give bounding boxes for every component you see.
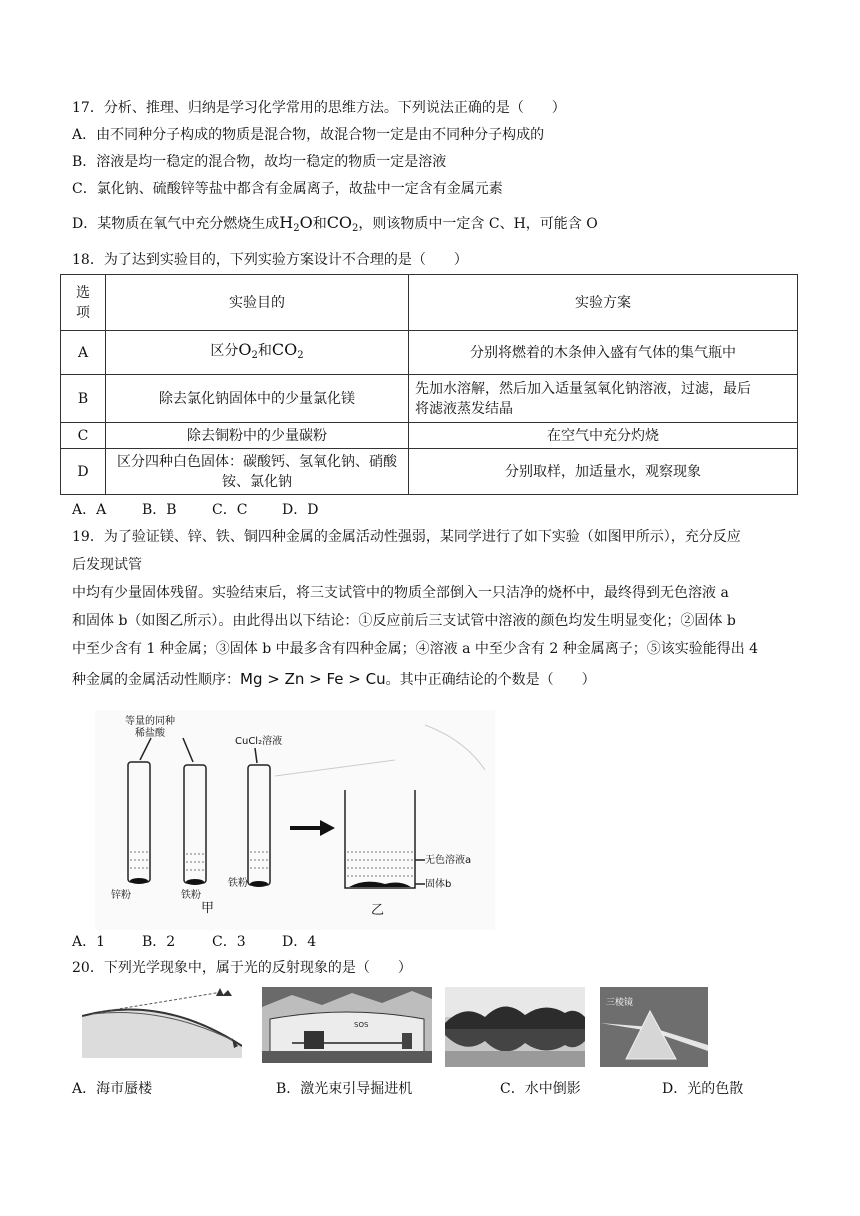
q19-line-6: 种金属的金属活动性顺序：Mg > Zn > Fe > Cu。其中正确结论的个数是（ ） [72, 670, 596, 688]
row-plan: 先加水溶解，然后加入适量氢氧化钠溶液，过滤，最后 将滤液蒸发结晶 [409, 375, 798, 423]
q17-option-b: B．溶液是均一稳定的混合物，故均一稳定的物质一定是溶液 [72, 154, 447, 170]
q17-stem: 17．分析、推理、归纳是学习化学常用的思维方法。下列说法正确的是（ ） [72, 100, 566, 116]
row-purpose: 除去铜粉中的少量碳粉 [106, 423, 409, 449]
formula-h2o: $H_2O$ [279, 213, 313, 234]
image-prism [600, 987, 708, 1067]
q19-experiment-figure [95, 710, 495, 930]
q18-stem: 18．为了达到实验目的，下列实验方案设计不合理的是（ ） [72, 252, 468, 268]
q18-table [60, 274, 798, 495]
row-plan: 分别取样，加适量水，观察现象 [409, 449, 798, 495]
label-iron-1: 铁粉 [181, 890, 201, 901]
zinc-powder [130, 878, 148, 884]
label-zinc: 锌粉 [111, 890, 131, 901]
row-option: D [61, 449, 106, 495]
label-jia: 甲 [201, 901, 215, 916]
q20-choice-a: A．海市蜃楼 [72, 1081, 153, 1097]
row-plan: 在空气中充分灼烧 [409, 423, 798, 449]
q19-line-1: 19．为了验证镁、锌、铁、铜四种金属的金属活动性强弱，某同学进行了如下实验（如图甲所示），充分反应 [72, 529, 741, 545]
q17-d-text: D．某物质在氧气中充分燃烧生成 [72, 216, 280, 232]
table-row [61, 375, 798, 423]
label-cucl2: CuCl₂溶液 [235, 736, 283, 747]
table-row [61, 423, 798, 449]
row-option: A [61, 331, 106, 375]
row-option: B [61, 375, 106, 423]
row-purpose: 除去氯化钠固体中的少量氯化镁 [106, 375, 409, 423]
q19-line-5: 中至少含有 1 种金属；③固体 b 中最多含有四种金属；④溶液 a 中至少含有 2 种金属离子；⑤该实验能得出 4 [72, 641, 759, 657]
q20-choice-d: D．光的色散 [662, 1081, 744, 1097]
header-purpose: 实验目的 [106, 275, 409, 331]
label-solution-a: 无色溶液a [425, 855, 472, 866]
svg-text:SOS: SOS [354, 1021, 369, 1029]
q19-line-4: 和固体 b（如图乙所示）。由此得出以下结论：①反应前后三支试管中溶液的颜色均发生明显变化；②固体 b [72, 613, 736, 629]
label-acid-2: 稀盐酸 [135, 728, 165, 739]
table-header-row [61, 275, 798, 331]
label-solid-b: 固体b [425, 879, 452, 890]
table-row [61, 449, 798, 495]
iron-powder-1 [186, 879, 204, 885]
header-plan: 实验方案 [409, 275, 798, 331]
q19-line-3: 中均有少量固体残留。实验结束后，将三支试管中的物质全部倒入一只洁净的烧杯中，最终得到无色溶液 a [72, 585, 729, 601]
image-mirage [82, 988, 242, 1058]
q20-choice-c: C．水中倒影 [500, 1081, 581, 1097]
svg-text:三棱镜: 三棱镜 [606, 998, 634, 1008]
q17-option-a: A．由不同种分子构成的物质是混合物，故混合物一定是由不同种分子构成的 [72, 127, 545, 143]
q19-choices: A．1 B．2 C．3 D．4 [72, 934, 317, 950]
q20-stem: 20．下列光学现象中，属于光的反射现象的是（ ） [72, 960, 412, 976]
formula-co2: $CO_2$ [326, 213, 359, 234]
row-purpose: 区分四种白色固体：碳酸钙、氢氧化钠、硝酸 铵、氯化钠 [106, 449, 409, 495]
activity-order-formula: Mg > Zn > Fe > Cu [240, 670, 386, 688]
q17-option-c: C．氯化钠、硫酸锌等盐中都含有金属离子，故盐中一定含有金属元素 [72, 181, 503, 197]
header-option: 选 项 [61, 275, 106, 331]
image-water-reflection [445, 987, 585, 1067]
q20-choice-b: B．激光束引导掘进机 [276, 1081, 413, 1097]
iron-powder-2 [250, 881, 268, 887]
row-plan: 分别将燃着的木条伸入盛有气体的集气瓶中 [409, 331, 798, 375]
q19-line-2: 后发现试管 [72, 557, 142, 573]
table-row [61, 331, 798, 375]
q17-option-d: D．某物质在氧气中充分燃烧生成$H_2O$和$CO_2$，则该物质中一定含 C、H，可能含 O [72, 213, 598, 234]
row-purpose: 区分$O_2$和$CO_2$ [106, 331, 409, 375]
row-option: C [61, 423, 106, 449]
image-laser-tunnel [262, 987, 432, 1063]
q18-choices: A．A B．B C．C D．D [72, 502, 319, 518]
label-yi: 乙 [371, 903, 385, 918]
label-acid-1: 等量的同种 [125, 716, 175, 727]
label-iron-2: 铁粉 [228, 878, 248, 889]
